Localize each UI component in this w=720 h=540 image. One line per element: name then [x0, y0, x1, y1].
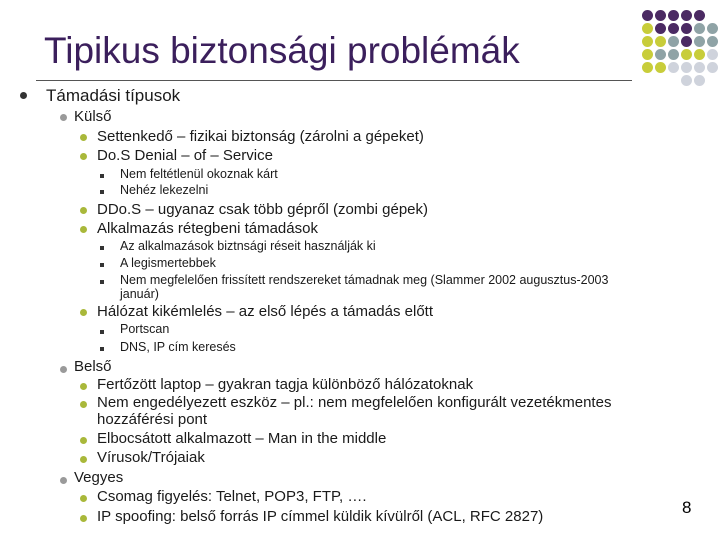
internal-item: Fertőzött laptop – gyakran tagja különböző hálózatoknak: [97, 376, 474, 393]
bullet-dot: [80, 515, 87, 522]
bullet-dot: [60, 366, 67, 373]
app-sub-item: Az alkalmazások biztnsági réseit használják ki: [120, 239, 376, 253]
bullet-square: [100, 263, 104, 267]
bullet-dot: [80, 153, 87, 160]
bullet-square: [100, 246, 104, 250]
dot: [642, 62, 653, 73]
outline-recon: Hálózat kikémlelés – az első lépés a támadás előtt: [97, 303, 434, 320]
decorative-dot-grid: [640, 10, 720, 86]
dot: [694, 62, 705, 73]
bullet-dot: [80, 207, 87, 214]
dot: [642, 10, 653, 21]
mixed-item: IP spoofing: belső forrás IP címmel küldik kívülről (ACL, RFC 2827): [97, 508, 544, 525]
dot: [694, 36, 705, 47]
bullet-dot: [80, 134, 87, 141]
app-sub-item: Nem megfelelően frissített rendszereket támadnak meg (Slammer 2002 augusztus-2003: [120, 273, 609, 287]
dot: [694, 75, 705, 86]
internal-item-continuation: hozzáférési pont: [97, 411, 208, 428]
outline-level1-attack-types: Támadási típusok: [46, 86, 181, 105]
bullet-dot: [80, 401, 87, 408]
dos-sub-item: Nem feltétlenül okoznak kárt: [120, 167, 278, 181]
external-item: Settenkedő – fizikai biztonság (zárolni a gépeket): [97, 128, 424, 145]
bullet-dot: [20, 92, 27, 99]
dot: [642, 36, 653, 47]
dot: [668, 49, 679, 60]
dot: [668, 36, 679, 47]
dot: [707, 62, 718, 73]
dos-sub-item: Nehéz lekezelni: [120, 183, 209, 197]
bullet-dot: [60, 477, 67, 484]
title-divider: [36, 80, 632, 81]
dot: [681, 36, 692, 47]
dot: [681, 49, 692, 60]
dot: [642, 23, 653, 34]
outline-internal: Belső: [74, 358, 112, 375]
bullet-dot: [80, 437, 87, 444]
dot: [707, 23, 718, 34]
dot: [694, 49, 705, 60]
bullet-dot: [80, 309, 87, 316]
external-item: Alkalmazás rétegbeni támadások: [97, 220, 318, 237]
bullet-dot: [60, 114, 67, 121]
dot: [655, 36, 666, 47]
dot: [668, 23, 679, 34]
bullet-dot: [80, 495, 87, 502]
dot: [707, 49, 718, 60]
bullet-dot: [80, 226, 87, 233]
dot: [694, 10, 705, 21]
bullet-square: [100, 330, 104, 334]
dot: [668, 62, 679, 73]
dot: [668, 10, 679, 21]
app-sub-item: A legismertebbek: [120, 256, 216, 270]
bullet-square: [100, 280, 104, 284]
bullet-square: [100, 190, 104, 194]
dot: [655, 49, 666, 60]
dot: [694, 23, 705, 34]
mixed-item: Csomag figyelés: Telnet, POP3, FTP, ….: [97, 488, 367, 505]
bullet-square: [100, 174, 104, 178]
dot: [655, 23, 666, 34]
internal-item: Nem engedélyezett eszköz – pl.: nem megfelelően konfigurált vezetékmentes: [97, 394, 612, 411]
internal-item: Elbocsátott alkalmazott – Man in the middle: [97, 430, 387, 447]
page-number: 8: [682, 498, 692, 517]
dot: [681, 10, 692, 21]
bullet-square: [100, 347, 104, 351]
app-sub-item-continuation: január): [120, 287, 159, 301]
bullet-dot: [80, 456, 87, 463]
dot: [642, 49, 653, 60]
external-item: Do.S Denial – of – Service: [97, 147, 273, 164]
outline-mixed: Vegyes: [74, 469, 124, 486]
dot: [681, 75, 692, 86]
recon-sub-item: DNS, IP cím keresés: [120, 340, 236, 354]
internal-item: Vírusok/Trójaiak: [97, 449, 205, 466]
bullet-dot: [80, 383, 87, 390]
dot: [681, 62, 692, 73]
dot: [655, 10, 666, 21]
recon-sub-item: Portscan: [120, 322, 170, 336]
outline-external: Külső: [74, 108, 112, 125]
dot: [655, 62, 666, 73]
dot: [681, 23, 692, 34]
slide-title: Tipikus biztonsági problémák: [44, 30, 520, 71]
external-item: DDo.S – ugyanaz csak több gépről (zombi gépek): [97, 201, 429, 218]
dot: [707, 36, 718, 47]
